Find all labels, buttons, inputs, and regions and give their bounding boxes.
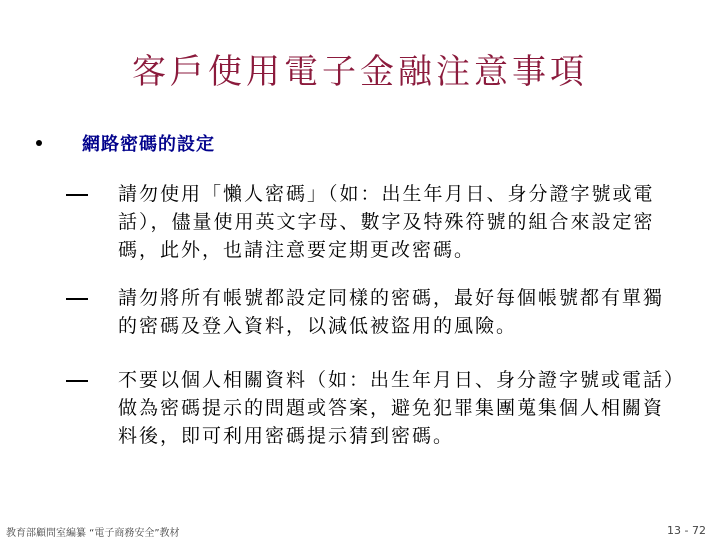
sub-item: [66, 366, 686, 450]
footer-source: 教育部顧問室編纂 “電子商務安全”教材: [6, 528, 180, 539]
dash-icon: [66, 298, 88, 300]
sub-item-text: 請勿使用「懶人密碼」（如：出生年月日、身分證字號或電話），儘量使用英文字母、數字及特殊符號的組合來設定密碼，此外，也請注意要定期更改密碼。: [118, 183, 655, 261]
sub-item-text: 請勿將所有帳號都設定同樣的密碼，最好每個帳號都有單獨的密碼及登入資料，以減低被盜用的風險。: [118, 287, 665, 337]
sub-item: [66, 180, 686, 264]
page-number: 13 - 72: [667, 524, 706, 537]
bullet-heading-text: 網路密碼的設定: [82, 134, 215, 155]
bullet-heading: [36, 128, 215, 158]
bullet-dot-icon: [36, 140, 42, 146]
slide-title: 客戶使用電子金融注意事項: [132, 52, 588, 92]
sub-item-text: 不要以個人相關資料（如：出生年月日、身分證字號或電話）做為密碼提示的問題或答案，避免犯罪集團蒐集個人相關資料後，即可利用密碼提示猜到密碼。: [118, 369, 676, 447]
sub-item: [66, 284, 686, 340]
dash-icon: [66, 194, 88, 196]
dash-icon: [66, 380, 88, 382]
